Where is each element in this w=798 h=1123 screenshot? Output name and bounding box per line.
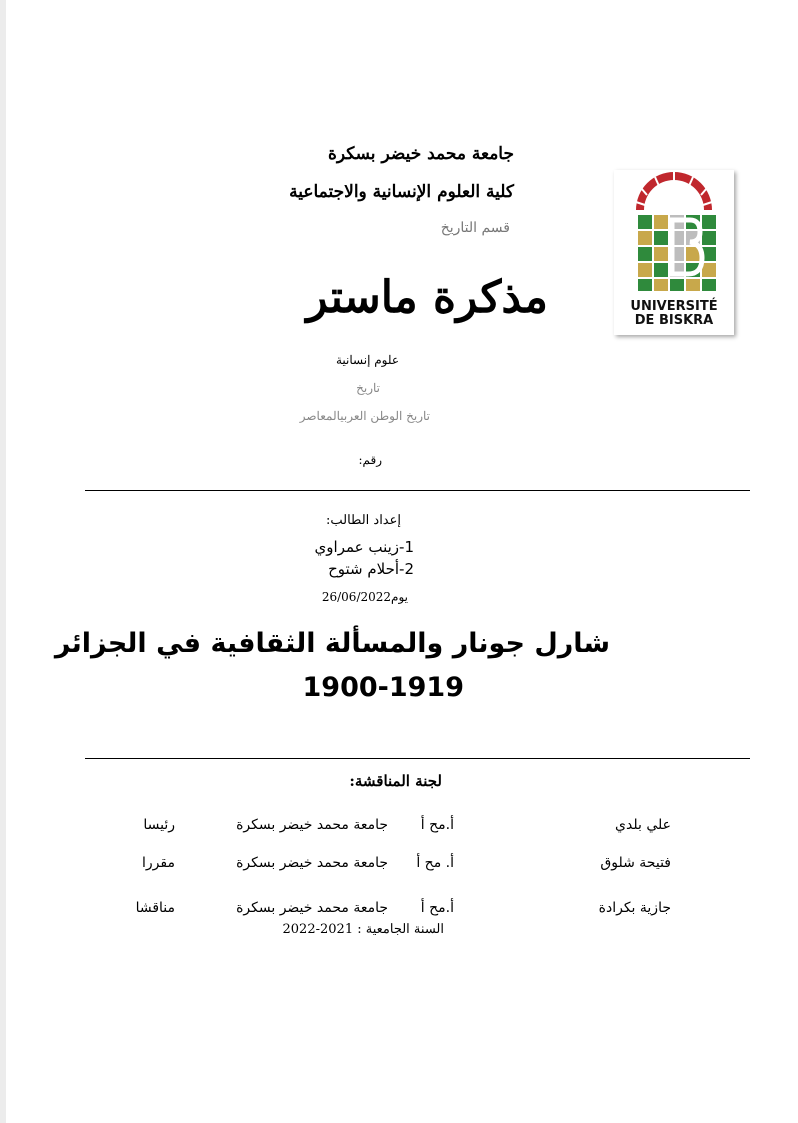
defense-date: يوم26/06/2022	[321, 590, 408, 604]
students-label: إعداد الطالب:	[325, 513, 401, 528]
committee-row	[0, 900, 798, 922]
jury-rank: أ. مح أ	[416, 855, 454, 871]
student-name: 2-أحلام شتوح	[328, 560, 414, 578]
department-name: قسم التاريخ	[440, 220, 510, 236]
jury-role: رئيسا	[143, 817, 175, 833]
faculty-name: كلية العلوم الإنسانية والاجتماعية	[289, 182, 514, 202]
jury-university: جامعة محمد خيضر بسكرة	[236, 817, 388, 833]
thesis-title: شارل جونار والمسألة الثقافية في الجزائر	[54, 628, 610, 659]
jury-rank: أ.مح أ	[420, 900, 454, 916]
field-domain: علوم إنسانية	[335, 353, 399, 367]
committee-label: لجنة المناقشة:	[349, 772, 442, 790]
logo-text-line-2: DE BISKRA	[634, 313, 714, 328]
jury-name: جازية بكرادة	[598, 900, 671, 916]
committee-row	[0, 817, 798, 839]
university-logo	[614, 170, 734, 335]
reference-number: رقم:	[358, 453, 382, 467]
jury-role: مقررا	[142, 855, 175, 871]
jury-university: جامعة محمد خيضر بسكرة	[236, 855, 388, 871]
divider-bottom	[85, 758, 750, 759]
academic-year: السنة الجامعية : 2021-2022	[282, 922, 444, 937]
jury-name: علي بلدي	[615, 817, 671, 833]
page-edge	[0, 0, 6, 1123]
university-emblem-icon	[614, 170, 734, 298]
thesis-years: 1900-1919	[302, 672, 464, 703]
student-name: 1-زينب عمراوي	[314, 538, 414, 556]
jury-rank: أ.مح أ	[420, 817, 454, 833]
jury-role: مناقشا	[135, 900, 175, 916]
field-specialty: تاريخ الوطن العربيالمعاصر	[299, 409, 430, 423]
field-branch: تاريخ	[356, 381, 380, 395]
memo-title: مذكرة ماستر	[306, 272, 548, 323]
divider-top	[85, 490, 750, 491]
jury-name: فتيحة شلوق	[600, 855, 671, 871]
jury-university: جامعة محمد خيضر بسكرة	[236, 900, 388, 916]
logo-text-line-1: UNIVERSITÉ	[630, 299, 718, 314]
university-name: جامعة محمد خيضر بسكرة	[327, 144, 514, 164]
committee-row	[0, 855, 798, 877]
